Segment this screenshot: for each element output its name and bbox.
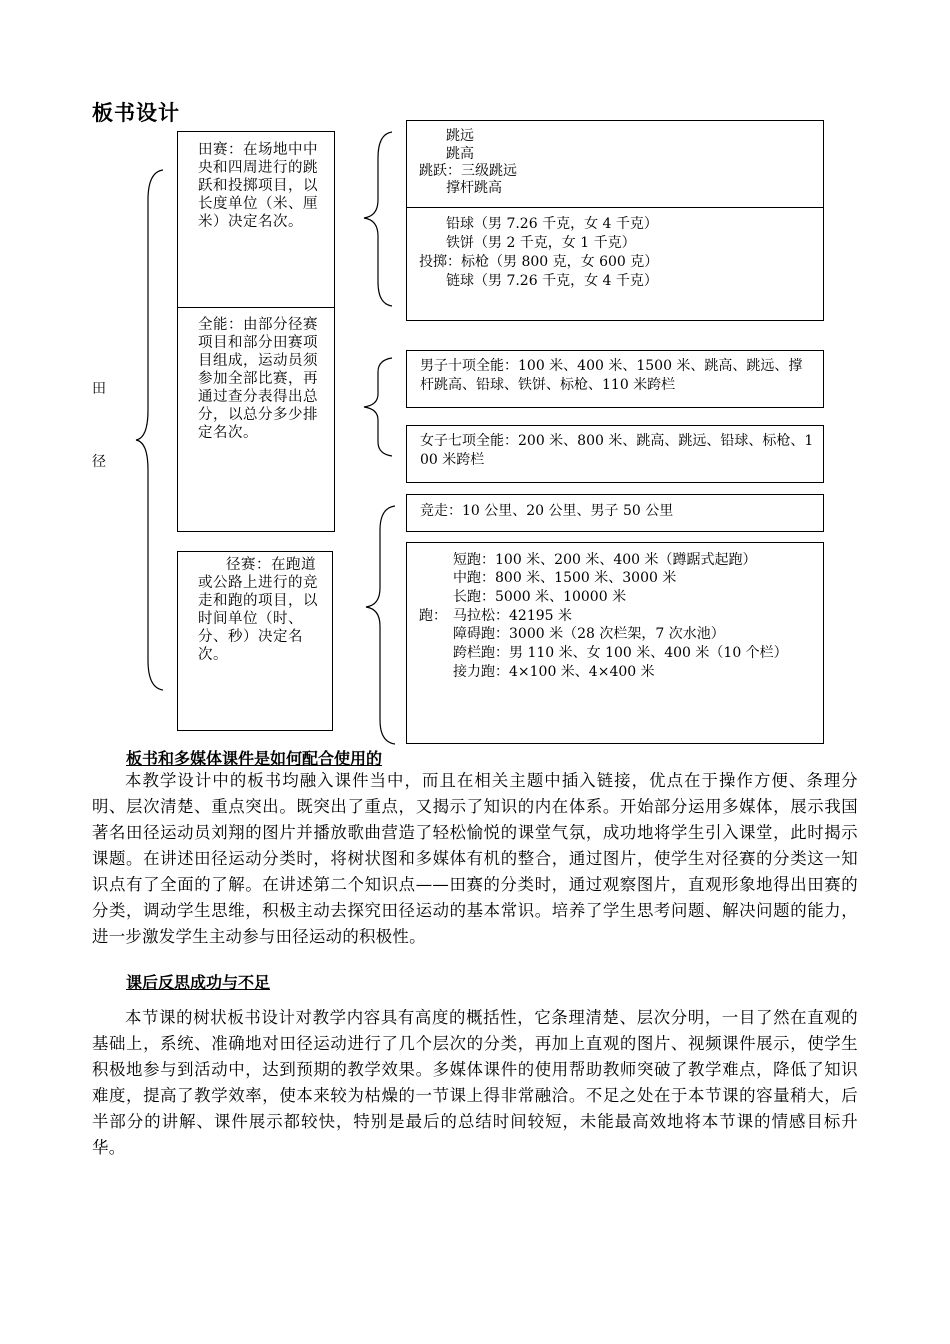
jump-item: 跳远: [446, 128, 474, 144]
throw-item: 标枪（男 800 克，女 600 克）: [461, 254, 659, 270]
root-label-jing: 径: [92, 454, 106, 470]
page-title: 板书设计: [92, 100, 180, 125]
decathlon-text: 男子十项全能：100 米、400 米、1500 米、跳高、跳远、撑杆跳高、铅球、铁饼、标枪、110 米跨栏: [420, 358, 803, 393]
jump-item: 撑杆跳高: [446, 180, 502, 196]
decathlon-box: [406, 350, 824, 408]
jump-item: 跳高: [446, 146, 474, 162]
jump-item: 三级跳远: [461, 163, 517, 179]
jingsai-desc: 径赛：在跑道或公路上进行的竞走和跑的项目，以时间单位（时、分、秒）决定名次。: [198, 557, 318, 663]
jump-label: 跳跃：: [419, 163, 461, 179]
throw-label: 投掷：: [419, 254, 461, 270]
run-box: [406, 542, 824, 744]
quanneng-desc: 全能：由部分径赛项目和部分田赛项目组成，运动员须参加全部比赛，再通过查分表得出总分，以总分多少排定名次。: [198, 317, 318, 441]
section1-heading: 板书和多媒体课件是如何配合使用的: [126, 749, 383, 768]
run-item: 接力跑：4×100 米、4×400 米: [453, 664, 655, 680]
run-item: 跨栏跑：男 110 米、女 100 米、400 米（10 个栏）: [453, 645, 788, 661]
quanneng-brace: [364, 358, 392, 456]
section1-body: 本教学设计中的板书均融入课件当中，而且在相关主题中插入链接，优点在于操作方便、条理分明、层次清楚、重点突出。既突出了重点，又揭示了知识的内在体系。开始部分运用多媒体，展示我国著名田径运动员刘翔的图片并播放歌曲营造了轻松愉悦的课堂气氛，成功地将学生引入课堂，此时揭示课题。在讲述田径运动分类时，将树状图和多媒体有机的整合，通过图片，使学生对径赛的分类这一知识点有了全面的了解。在讲述第二个知识点——田赛的分类时，通过观察图片，直观形象地得出田赛的分类，调动学生思维，积极主动去探究田径运动的基本常识。培养了学生思考问题、解决问题的能力，进一步激发学生主动参与田径运动的积极性。: [92, 771, 858, 946]
divider: [407, 207, 823, 208]
run-item: 障碍跑：3000 米（28 次栏架，7 次水池）: [453, 626, 725, 642]
tiansai-desc: 田赛：在场地中中央和四周进行的跳跃和投掷项目，以长度单位（米、厘米）决定名次。: [198, 142, 318, 230]
root-label-tian: 田: [92, 381, 106, 397]
throw-item: 铅球（男 7.26 千克，女 4 千克）: [446, 216, 658, 232]
tiansai-brace: [364, 132, 392, 306]
throw-item: 铁饼（男 2 千克，女 1 千克）: [446, 235, 636, 251]
run-item: 长跑：5000 米、10000 米: [453, 589, 627, 605]
jingsai-brace: [366, 506, 395, 744]
heptathlon-box: [406, 425, 824, 483]
run-item: 短跑：100 米、200 米、400 米（蹲踞式起跑）: [453, 552, 757, 568]
tiansai-box: [177, 131, 335, 308]
heptathlon-text: 女子七项全能：200 米、800 米、跳高、跳远、铅球、标枪、100 米跨栏: [420, 433, 814, 468]
section2-heading: 课后反思成功与不足: [126, 973, 271, 992]
tiansai-detail-box: [406, 120, 824, 321]
root-brace: [136, 170, 163, 690]
section2-body: 本节课的树状板书设计对教学内容具有高度的概括性，它条理清楚、层次分明，一目了然在直观的基础上，系统、准确地对田径运动进行了几个层次的分类，再加上直观的图片、视频课件展示，使学生积极地参与到活动中，达到预期的教学效果。多媒体课件的使用帮助教师突破了教学难点，降低了知识难度，提高了教学效率，使本来较为枯燥的一节课上得非常融洽。不足之处在于本节课的容量稍大，后半部分的讲解、课件展示都较快，特别是最后的总结时间较短，未能最高效地将本节课的情感目标升华。: [92, 1008, 858, 1157]
racewalk-box: [406, 494, 824, 532]
throw-item: 链球（男 7.26 千克，女 4 千克）: [446, 273, 658, 289]
run-item: 马拉松：42195 米: [453, 608, 572, 624]
run-label: 跑：: [419, 608, 447, 624]
racewalk-text: 竞走：10 公里、20 公里、男子 50 公里: [420, 503, 674, 519]
jingsai-box: [177, 551, 333, 731]
quanneng-box: [177, 307, 335, 532]
run-item: 中跑：800 米、1500 米、3000 米: [453, 570, 677, 586]
